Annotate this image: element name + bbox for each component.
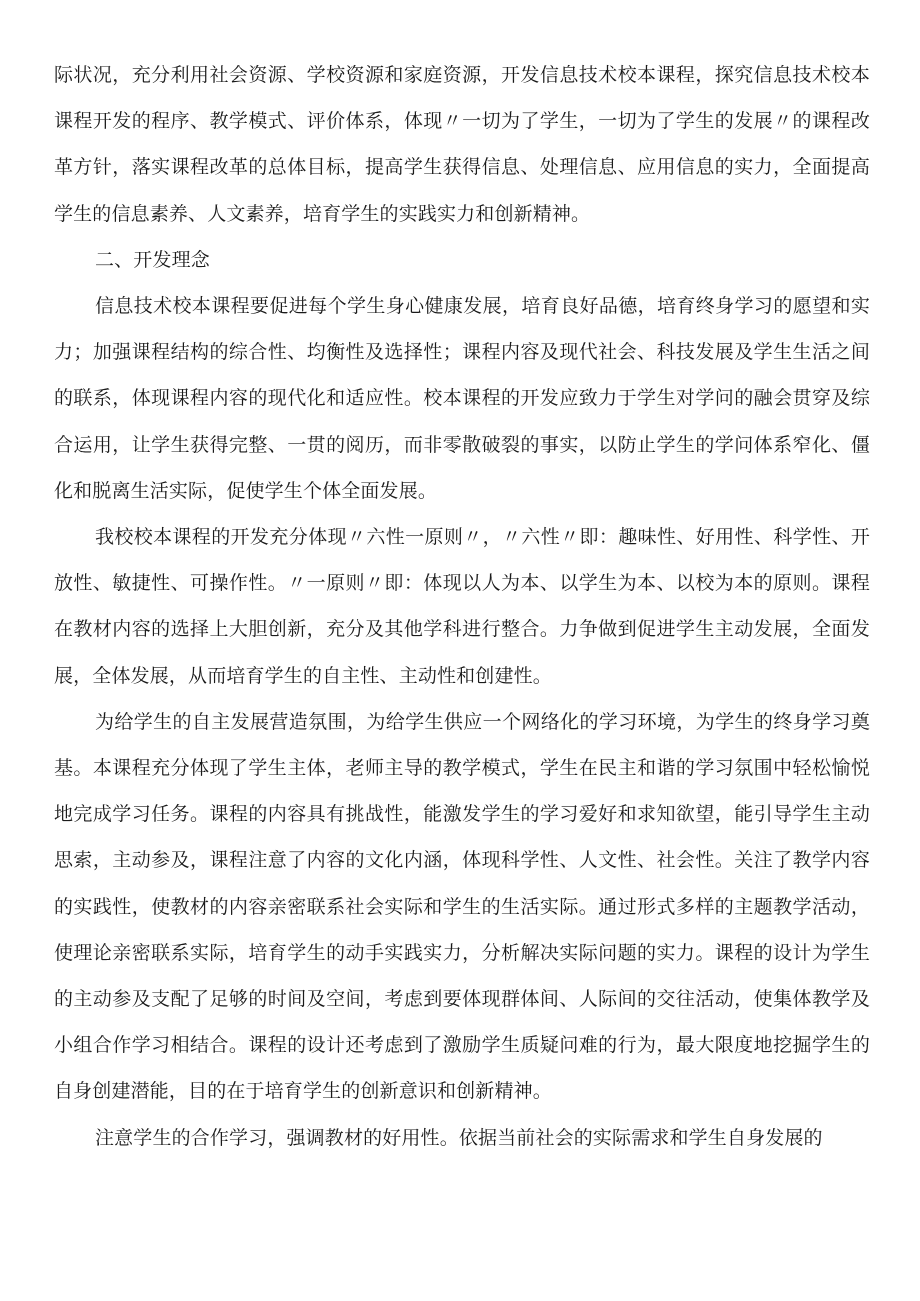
paragraph-learning-environment: 为给学生的自主发展营造氛围，为给学生供应一个网络化的学习环境，为学生的终身学习奠基。本课程充分体现了学生主体，老师主导的教学模式，学生在民主和谐的学习氛围中轻松愉悦地完成学习任务。课程的内容具有挑战性，能激发学生的学习爱好和求知欲望，能引导学生主动思索，主动参及，课程注意了内容的文化内涵，体现科学性、人文性、社会性。关注了教学内容的实践性，使教材的内容亲密联系社会实际和学生的生活实际。通过形式多样的主题教学活动，使理论亲密联系实际，培育学生的动手实践实力，分析解决实际问题的实力。课程的设计为学生的主动参及支配了足够的时间及空间，考虑到要体现群体间、人际间的交往活动，使集体教学及小组合作学习相结合。课程的设计还考虑到了激励学生质疑问难的行为，最大限度地挖掘学生的自身创建潜能，目的在于培育学生的创新意识和创新精神。 <box>54 710 870 1103</box>
paragraph-development-concept: 信息技术校本课程要促进每个学生身心健康发展，培育良好品德，培育终身学习的愿望和实力；加强课程结构的综合性、均衡性及选择性；课程内容及现代社会、科技发展及学生生活之间的联系，体现课程内容的现代化和适应性。校本课程的开发应致力于学生对学问的融会贯穿及综合运用，让学生获得完整、一贯的阅历，而非零散破裂的事实，以防止学生的学问体系窄化、僵化和脱离生活实际，促使学生个体全面发展。 <box>54 295 870 502</box>
paragraph-six-principles: 我校校本课程的开发充分体现〃六性一原则〃，〃六性〃即：趣味性、好用性、科学性、开放性、敏捷性、可操作性。〃一原则〃即：体现以人为本、以学生为本、以校为本的原则。课程在教材内容的选择上大胆创新，充分及其他学科进行整合。力争做到促进学生主动发展，全面发展，全体发展，从而培育学生的自主性、主动性和创建性。 <box>54 526 870 687</box>
document-body <box>54 52 870 1161</box>
paragraph-cooperative-learning: 注意学生的合作学习，强调教材的好用性。依据当前社会的实际需求和学生自身发展的 <box>95 1126 823 1149</box>
section-heading: 二、开发理念 <box>95 248 210 271</box>
paragraph-continuation: 际状况，充分利用社会资源、学校资源和家庭资源，开发信息技术校本课程，探究信息技术校本课程开发的程序、教学模式、评价体系，体现〃一切为了学生，一切为了学生的发展〃的课程改革方针，落实课程改革的总体目标，提高学生获得信息、处理信息、应用信息的实力，全面提高学生的信息素养、人文素养，培育学生的实践实力和创新精神。 <box>54 64 870 225</box>
